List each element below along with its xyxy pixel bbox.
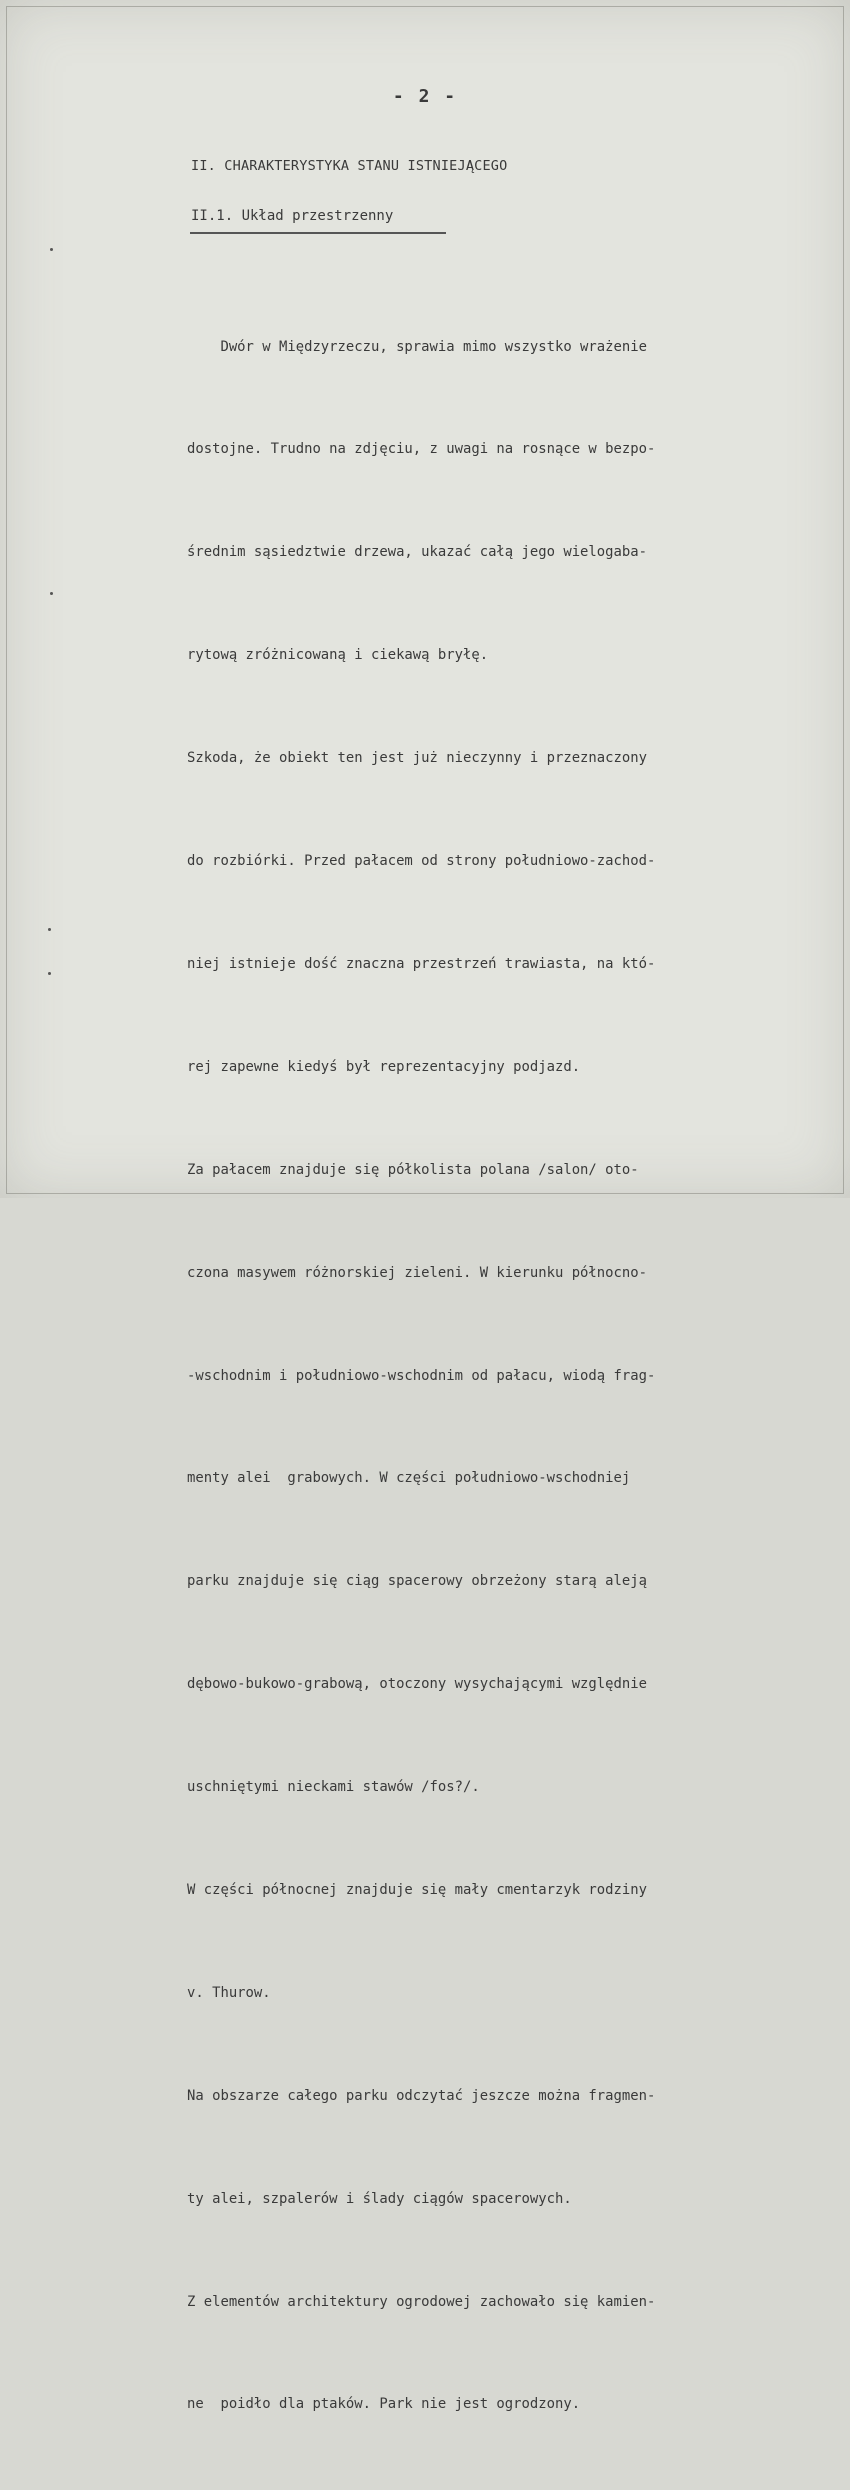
text-line: -wschodnim i południowo-wschodnim od pałacu, wiodą frag-	[187, 1367, 656, 1384]
text-line: ne poidło dla ptaków. Park nie jest ogrodzony.	[187, 2396, 581, 2413]
scan-speck	[50, 248, 53, 251]
scan-speck	[50, 592, 53, 595]
text-line: Szkoda, że obiekt ten jest już nieczynny i przeznaczony	[187, 750, 647, 767]
text-line: parku znajduje się ciąg spacerowy obrzeżony starą aleją	[187, 1573, 647, 1590]
text-line: ty alei, szpalerów i ślady ciągów spacerowych.	[187, 2190, 572, 2207]
text-line: v. Thurow.	[187, 1984, 271, 2001]
scan-speck	[48, 972, 51, 975]
section-heading: II. CHARAKTERYSTYKA STANU ISTNIEJĄCEGO	[191, 158, 508, 174]
body-text	[187, 261, 787, 2490]
text-line: rej zapewne kiedyś był reprezentacyjny podjazd.	[187, 1058, 581, 1075]
text-line: niej istnieje dość znaczna przestrzeń trawiasta, na któ-	[187, 955, 656, 972]
text-line: rytową zróżnicowaną i ciekawą bryłę.	[187, 647, 489, 664]
text-line: dostojne. Trudno na zdjęciu, z uwagi na rosnące w bezpo-	[187, 441, 656, 458]
text-line: dębowo-bukowo-grabową, otoczony wysychającymi względnie	[187, 1676, 647, 1693]
scan-speck	[48, 928, 51, 931]
text-line: uschniętymi nieckami stawów /fos?/.	[187, 1779, 480, 1796]
text-line: Z elementów architektury ogrodowej zachowało się kamien-	[187, 2293, 656, 2310]
text-line: czona masywem różnorskiej zieleni. W kierunku północno-	[187, 1264, 647, 1281]
text-line: menty alei grabowych. W części południowo-wschodniej	[187, 1470, 631, 1487]
subsection-underline	[190, 232, 446, 234]
subsection-heading: II.1. Układ przestrzenny	[191, 208, 394, 224]
text-line: Na obszarze całego parku odczytać jeszcze można fragmen-	[187, 2087, 656, 2104]
text-line: do rozbiórki. Przed pałacem od strony południowo-zachod-	[187, 853, 656, 870]
text-line: średnim sąsiedztwie drzewa, ukazać całą jego wielogaba-	[187, 544, 647, 561]
text-line: W części północnej znajduje się mały cmentarzyk rodziny	[187, 1881, 647, 1898]
text-line: Dwór w Międzyrzeczu, sprawia mimo wszystko wrażenie	[187, 338, 647, 355]
page-number: - 2 -	[392, 86, 458, 107]
text-line: Za pałacem znajduje się półkolista polana /salon/ oto-	[187, 1161, 639, 1178]
